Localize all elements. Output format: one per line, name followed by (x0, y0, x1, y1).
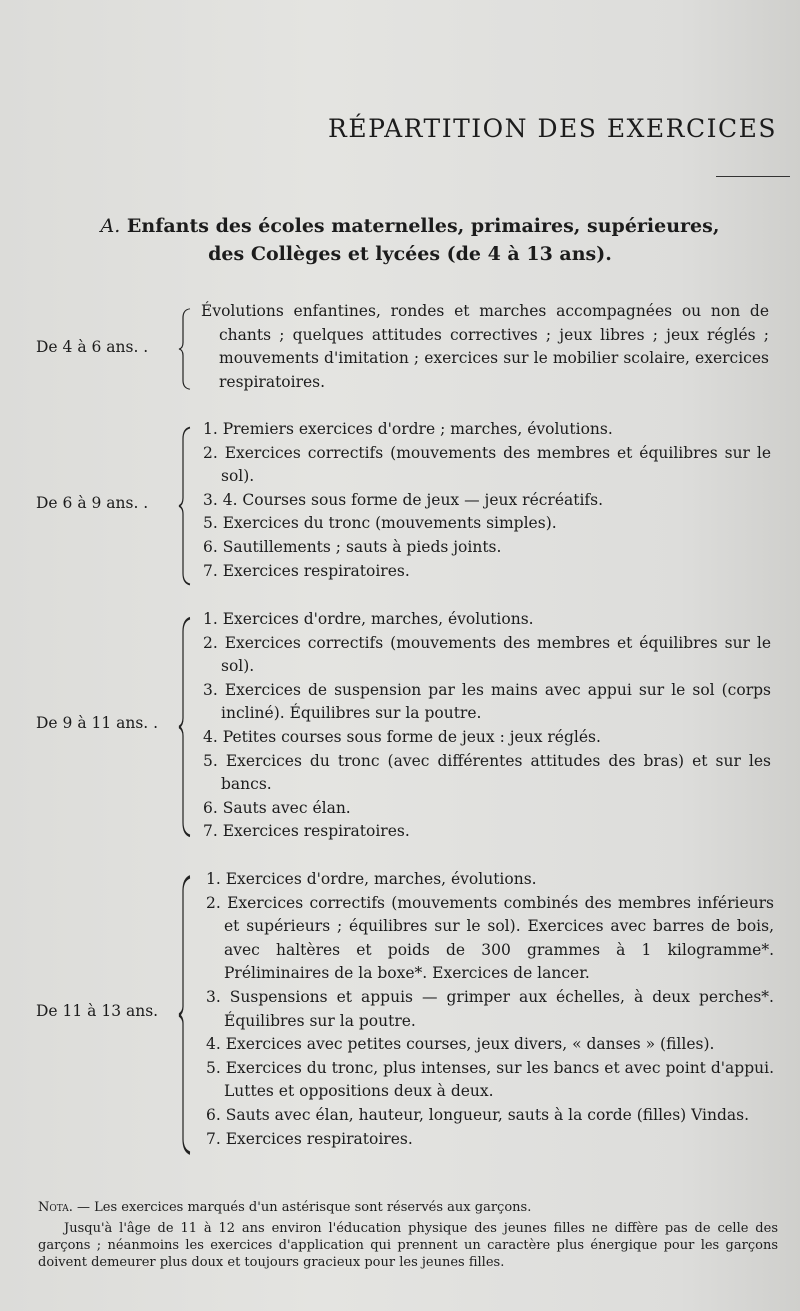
footnote-text-2: Jusqu'à l'âge de 11 à 12 ans environ l'éducation physique des jeunes filles ne diffère pas de celle des garçons ; néanmoins les exercices d'application qui prennent un caractère plus énergique pour les garçons doivent demeurer plus doux et toujours gracieux pour les jeunes filles. (38, 1221, 778, 1270)
age-label: De 9 à 11 ans. . (36, 714, 159, 732)
list-item: 5. Exercices du tronc (avec différentes attitudes des bras) et sur les bancs. (203, 751, 771, 794)
list-item: 3. Suspensions et appuis — grimper aux échelles, à deux perches*. Équilibres sur la poutre. (206, 987, 774, 1030)
list-item: 4. Exercices avec petites courses, jeux divers, « danses » (filles). (206, 1035, 715, 1054)
footnote-text-1: — Les exercices marqués d'un astérisque sont réservés aux garçons. (72, 1200, 532, 1215)
age-label: De 6 à 9 ans. . (36, 494, 149, 512)
exercise-list (206, 868, 774, 1151)
brace (178, 616, 192, 838)
list-item: 4. Petites courses sous forme de jeux : jeux réglés. (203, 727, 601, 746)
list-item: 5. Exercices du tronc, plus intenses, sur les bancs et avec point d'appui. Luttes et oppositions deux à deux. (206, 1058, 774, 1101)
list-item: 6. Sauts avec élan, hauteur, longueur, sauts à la corde (filles) Vindas. (206, 1105, 750, 1124)
heading-letter: A. (100, 215, 121, 237)
section-heading (60, 212, 760, 268)
list-item: 1. Premiers exercices d'ordre ; marches, évolutions. (203, 420, 613, 438)
group-paragraph (201, 300, 769, 394)
brace (178, 426, 192, 586)
exercise-list (203, 608, 771, 844)
brace (178, 874, 192, 1156)
list-item: 2. Exercices correctifs (mouvements combinés des membres inférieurs et supérieurs ; équilibres sur le sol). Exercices avec barres de bois, avec haltères et poids de 300 grammes à 1 kilogramme*. Préliminaires de la boxe*. Exercices de lancer. (206, 893, 774, 983)
exercise-list (203, 418, 771, 583)
list-item: 1. Exercices d'ordre, marches, évolutions. (203, 610, 534, 628)
heading-line-2: des Collèges et lycées (de 4 à 13 ans). (208, 243, 612, 265)
age-label: De 4 à 6 ans. . (36, 338, 149, 356)
list-item: 2. Exercices correctifs (mouvements des membres et équilibres sur le sol). (203, 443, 771, 486)
list-item: 6. Sautillements ; sauts à pieds joints. (203, 537, 502, 556)
list-item: 7. Exercices respiratoires. (203, 822, 410, 841)
page-title: RÉPARTITION DES EXERCICES (328, 114, 777, 143)
footnote (38, 1199, 778, 1271)
nota-label: Nota. (38, 1200, 73, 1215)
brace (178, 308, 192, 390)
list-item: 5. Exercices du tronc (mouvements simples). (203, 514, 557, 533)
footnote-line-1 (38, 1199, 778, 1216)
list-item: 1. Exercices d'ordre, marches, évolutions. (206, 870, 537, 888)
paragraph-text: Évolutions enfantines, rondes et marches accompagnées ou non de chants ; quelques attitudes correctives ; jeux libres ; jeux réglés ; mouvements d'imitation ; exercices sur le mobilier scolaire, exercices respiratoires. (201, 302, 769, 391)
heading-line-1-text: Enfants des écoles maternelles, primaires, supérieures, (126, 215, 720, 237)
list-item: 3. Exercices de suspension par les mains avec appui sur le sol (corps incliné). Équilibres sur la poutre. (203, 680, 771, 723)
age-label: De 11 à 13 ans. (36, 1002, 159, 1020)
title-rule (716, 176, 790, 177)
list-item: 7. Exercices respiratoires. (206, 1129, 413, 1148)
list-item: 7. Exercices respiratoires. (203, 561, 410, 580)
list-item: 2. Exercices correctifs (mouvements des membres et équilibres sur le sol). (203, 633, 771, 676)
list-item: 3. 4. Courses sous forme de jeux — jeux récréatifs. (203, 490, 604, 509)
list-item: 6. Sauts avec élan. (203, 798, 351, 817)
heading-line-1 (60, 212, 760, 240)
